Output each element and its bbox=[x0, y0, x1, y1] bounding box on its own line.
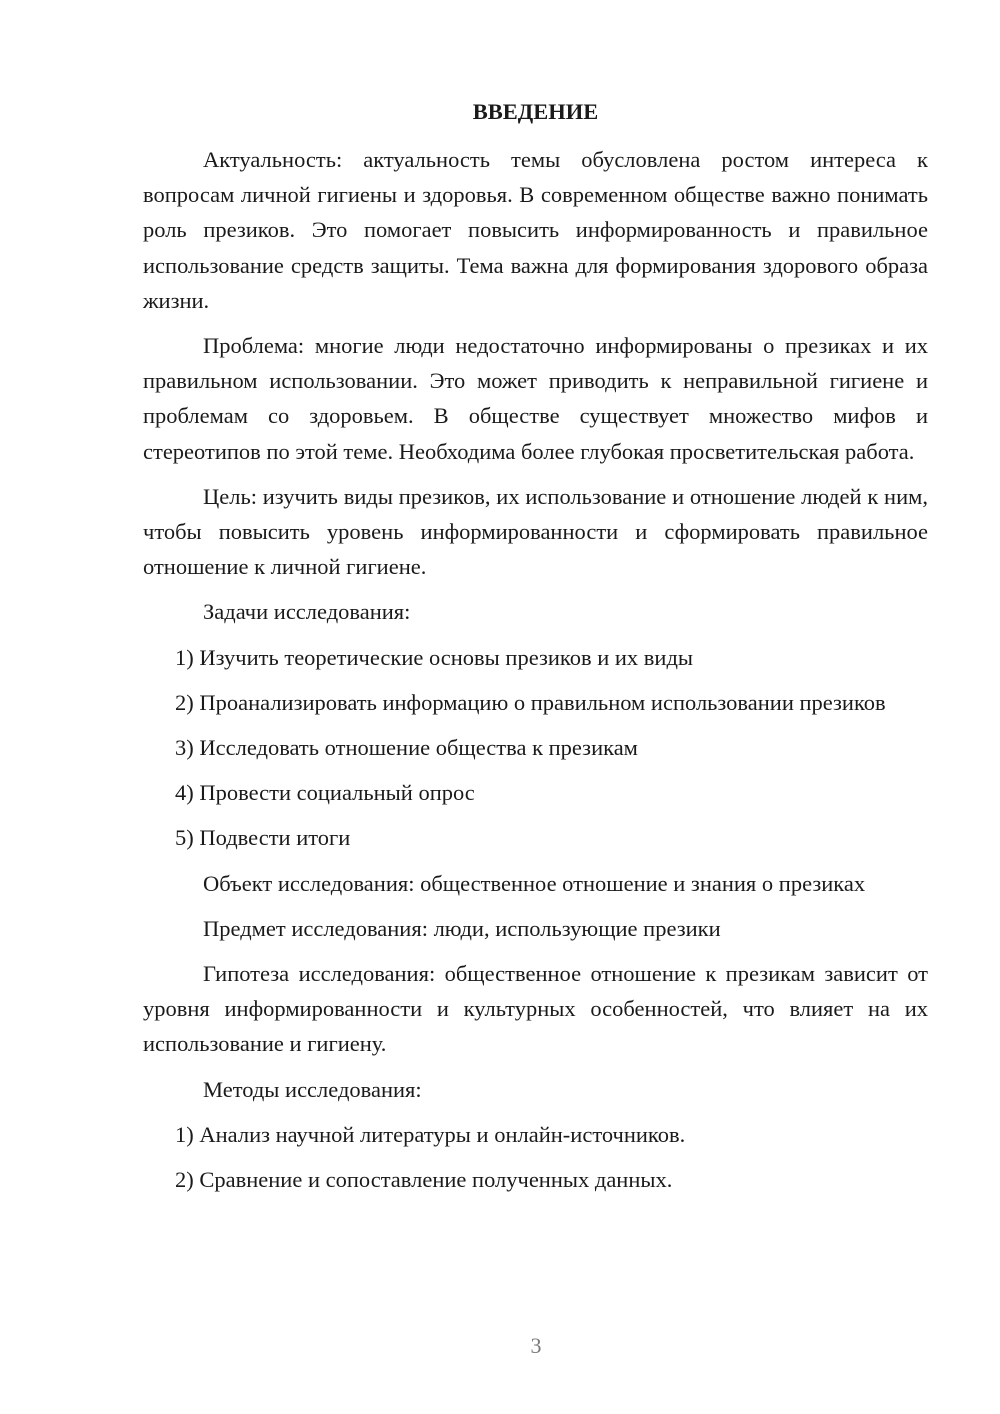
page-number: 3 bbox=[530, 1333, 542, 1358]
relevance-paragraph: Актуальность: актуальность темы обусловлена ростом интереса к вопросам личной гигиены и здоровья. В современном обществе важно понимать роль презиков. Это помогает повысить информированность и правильное использование средств защиты. Тема важна для формирования здорового образа жизни. bbox=[143, 147, 928, 313]
subject-paragraph: Предмет исследования: люди, использующие презики bbox=[203, 915, 721, 941]
method-item: 2) Сравнение и сопоставление полученных данных. bbox=[175, 1167, 673, 1193]
methods-title: Методы исследования: bbox=[203, 1076, 422, 1102]
problem-paragraph: Проблема: многие люди недостаточно информированы о презиках и их правильном использовании. Это может приводить к неправильной гигиене и проблемам со здоровьем. В обществе существует множество мифов и стереотипов по этой теме. Необходима более глубокая просветительская работа. bbox=[143, 333, 928, 464]
section-heading: ВВЕДЕНИЕ bbox=[472, 99, 599, 124]
task-item: 4) Провести социальный опрос bbox=[175, 780, 475, 806]
task-item: 5) Подвести итоги bbox=[175, 825, 351, 851]
task-item: 2) Проанализировать информацию о правильном использовании презиков bbox=[175, 689, 886, 715]
task-item: 1) Изучить теоретические основы презиков и их виды bbox=[175, 644, 694, 670]
task-item: 3) Исследовать отношение общества к презикам bbox=[175, 735, 638, 761]
hypothesis-paragraph: Гипотеза исследования: общественное отношение к презикам зависит от уровня информированности и культурных особенностей, что влияет на их использование и гигиену. bbox=[143, 961, 928, 1057]
method-item: 1) Анализ научной литературы и онлайн-источников. bbox=[175, 1121, 686, 1147]
goal-paragraph: Цель: изучить виды презиков, их использование и отношение людей к ним, чтобы повысить уровень информированности и сформировать правильное отношение к личной гигиене. bbox=[143, 483, 928, 580]
page-content bbox=[143, 94, 928, 1207]
object-paragraph: Объект исследования: общественное отношение и знания о презиках bbox=[203, 870, 866, 896]
tasks-title: Задачи исследования: bbox=[203, 599, 411, 625]
